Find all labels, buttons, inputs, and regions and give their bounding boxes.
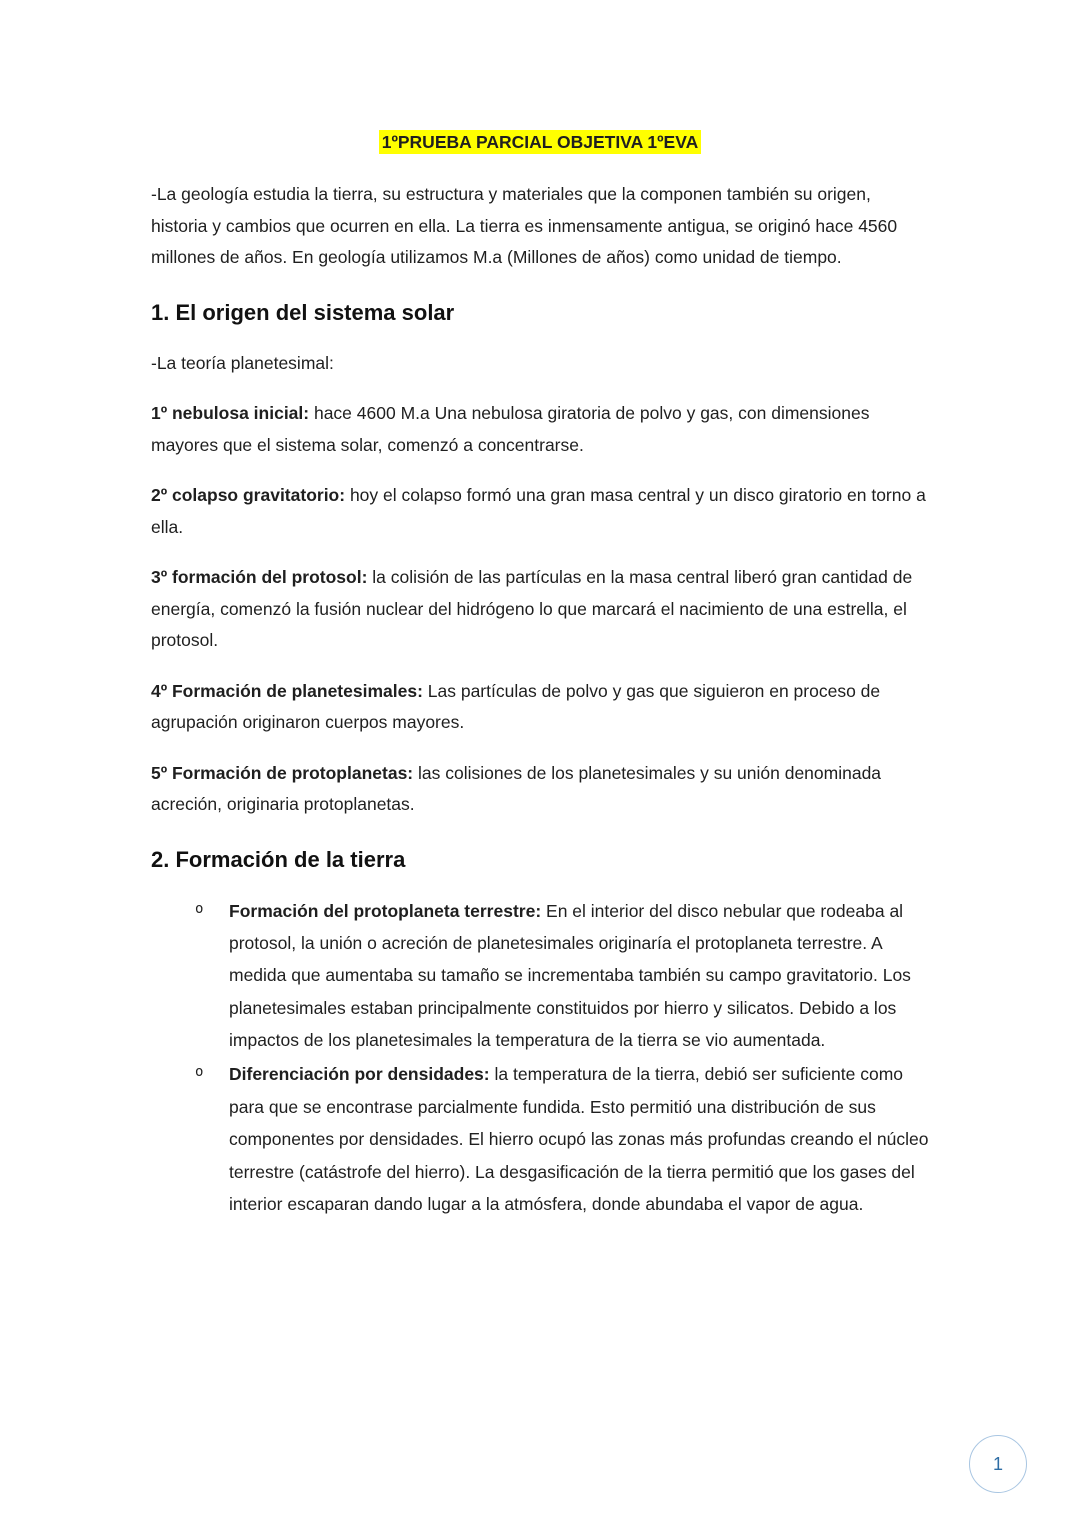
doc-title: 1ºPRUEBA PARCIAL OBJETIVA 1ºEVA [379, 130, 702, 154]
bullet-text-1: En el interior del disco nebular que rodeaba al protosol, la unión o acreción de planetesimales originaría el protoplaneta terrestre. A medida que aumentaba su tamaño se incrementaba también su campo gravitatorio. Los planetesimales estaban principalmente constituidos por hierro y silicatos. Debido a los impactos de los planetesimales la temperatura de la tierra se vio aumentada. [229, 900, 911, 1050]
step-paragraph-1 [151, 398, 929, 461]
bullet-text-2: la temperatura de la tierra, debió ser suficiente como para que se encontrase parcialmente fundida. Esto permitió una distribución de sus componentes por densidades. El hierro ocupó las zonas más profundas creando el núcleo terrestre (catástrofe del hierro). La desgasificación de la tierra permitió que los gases del interior escaparan dando lugar a la atmósfera, donde abundaba el vapor de agua. [229, 1064, 929, 1214]
bullet-label-1: Formación del protoplaneta terrestre: [229, 900, 542, 921]
step-text-1: hace 4600 M.a Una nebulosa giratoria de polvo y gas, con dimensiones mayores que el sistema solar, comenzó a concentrarse. [151, 403, 870, 455]
step-paragraph-4 [151, 676, 929, 739]
page-number-badge [969, 1435, 1027, 1493]
section-1-heading: 1. El origen del sistema solar [151, 299, 455, 325]
section-2-heading: 2. Formación de la tierra [151, 846, 406, 872]
step-label-5: 5º Formación de protoplanetas: [151, 762, 414, 783]
bullet-label-2: Diferenciación por densidades: [229, 1064, 490, 1085]
step-label-2: 2º colapso gravitatorio: [151, 485, 346, 505]
step-paragraph-5 [151, 758, 929, 821]
bullet-marker: o [195, 900, 204, 917]
step-text-3: la colisión de las partículas en la masa central liberó gran cantidad de energía, comenzó la fusión nuclear del hidrógeno lo que marcará el nacimiento de una estrella, el protosol. [151, 567, 913, 650]
step-label-1: 1º nebulosa inicial: [151, 403, 310, 423]
step-label-3: 3º formación del protosol: [151, 567, 368, 587]
document-content [151, 132, 929, 1222]
step-text-4: Las partículas de polvo y gas que siguieron en proceso de agrupación originaron cuerpos mayores. [151, 680, 881, 732]
bullet-marker: o [195, 1064, 204, 1081]
theory-lead: -La teoría planetesimal: [151, 352, 334, 373]
step-paragraph-3 [151, 562, 929, 657]
doc-title-line [151, 132, 929, 153]
intro-paragraph: -La geología estudia la tierra, su estructura y materiales que la componen también su origen, historia y cambios que ocurren en ella. La tierra es inmensamente antigua, se originó hace 4560 millones de años. En geología utilizamos M.a (Millones de años) como unidad de tiempo. [151, 184, 898, 267]
step-label-4: 4º Formación de planetesimales: [151, 680, 423, 701]
step-text-5: las colisiones de los planetesimales y su unión denominada acreción, originaria protoplanetas. [151, 762, 882, 814]
bullet-item-1 [151, 895, 929, 1057]
page-number: 1 [992, 1453, 1003, 1474]
bullet-item-2 [151, 1058, 929, 1220]
step-paragraph-2 [151, 480, 929, 543]
step-text-2: hoy el colapso formó una gran masa central y un disco giratorio en torno a ella. [151, 485, 926, 537]
